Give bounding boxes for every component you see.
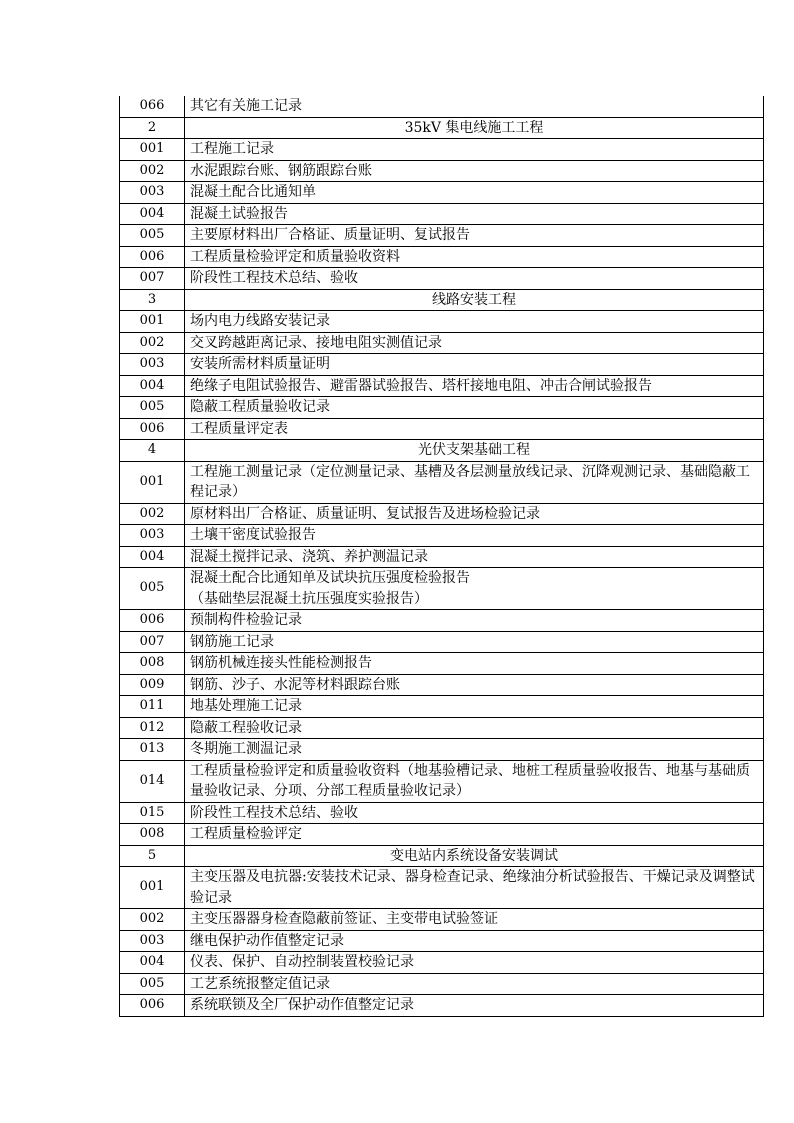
item-code-cell: 002	[120, 503, 185, 525]
item-code-cell: 008	[120, 824, 185, 846]
item-name-cell: 混凝土配合比通知单	[185, 182, 764, 204]
section-number-cell: 2	[120, 117, 185, 139]
table-row	[120, 332, 764, 354]
table-row	[120, 952, 764, 974]
table-row	[120, 653, 764, 675]
table-row	[120, 739, 764, 761]
item-code-cell: 004	[120, 952, 185, 974]
item-code-cell: 003	[120, 930, 185, 952]
table-row	[120, 568, 764, 610]
item-code-cell: 001	[120, 139, 185, 161]
item-code-cell: 003	[120, 354, 185, 376]
item-name-cell: 工程质量检验评定和质量验收资料	[185, 246, 764, 268]
item-name-cell: 阶段性工程技术总结、验收	[185, 268, 764, 290]
table-row	[120, 546, 764, 568]
table-row	[120, 824, 764, 846]
section-number-cell: 3	[120, 289, 185, 311]
item-name-cell: 工程施工记录	[185, 139, 764, 161]
section-header-row	[120, 845, 764, 867]
item-name-cell: 混凝土配合比通知单及试块抗压强度检验报告 （基础垫层混凝土抗压强度实验报告）	[185, 568, 764, 610]
table-row	[120, 696, 764, 718]
item-name-cell: 安装所需材料质量证明	[185, 354, 764, 376]
item-code-cell: 011	[120, 696, 185, 718]
item-name-cell: 隐蔽工程质量验收记录	[185, 397, 764, 419]
item-code-cell: 004	[120, 546, 185, 568]
table-row	[120, 674, 764, 696]
item-name-cell: 钢筋施工记录	[185, 631, 764, 653]
item-name-cell: 工程质量评定表	[185, 418, 764, 440]
section-number-cell: 5	[120, 845, 185, 867]
item-code-cell: 001	[120, 461, 185, 503]
item-name-cell: 系统联锁及全厂保护动作值整定记录	[185, 995, 764, 1017]
table-row	[120, 225, 764, 247]
item-name-cell: 主变压器及电抗器:安装技术记录、器身检查记录、绝缘油分析试验报告、干燥记录及调整试验记录	[185, 867, 764, 909]
records-table-body	[120, 96, 764, 1016]
item-name-cell: 工程质量检验评定和质量验收资料（地基验槽记录、地桩工程质量验收报告、地基与基础质量验收记录、分项、分部工程质量验收记录）	[185, 760, 764, 802]
item-name-cell: 继电保护动作值整定记录	[185, 930, 764, 952]
table-row	[120, 760, 764, 802]
item-name-cell: 预制构件检验记录	[185, 610, 764, 632]
item-code-cell: 002	[120, 160, 185, 182]
item-name-cell: 主变压器器身检查隐蔽前签证、主变带电试验签证	[185, 909, 764, 931]
table-row	[120, 418, 764, 440]
item-name-cell: 工艺系统报整定值记录	[185, 973, 764, 995]
item-name-cell: 交叉跨越距离记录、接地电阻实测值记录	[185, 332, 764, 354]
item-code-cell: 007	[120, 631, 185, 653]
table-row	[120, 930, 764, 952]
item-name-cell: 混凝土试验报告	[185, 203, 764, 225]
item-code-cell: 005	[120, 225, 185, 247]
item-name-cell: 钢筋机械连接头性能检测报告	[185, 653, 764, 675]
table-row	[120, 973, 764, 995]
item-code-cell: 012	[120, 717, 185, 739]
table-row	[120, 311, 764, 333]
section-title-cell: 线路安装工程	[185, 289, 764, 311]
table-row	[120, 461, 764, 503]
table-row	[120, 995, 764, 1017]
item-code-cell: 003	[120, 525, 185, 547]
table-row	[120, 397, 764, 419]
section-title-cell: 光伏支架基础工程	[185, 440, 764, 462]
table-row	[120, 96, 764, 117]
item-name-cell: 场内电力线路安装记录	[185, 311, 764, 333]
item-code-cell: 015	[120, 802, 185, 824]
item-code-cell: 001	[120, 867, 185, 909]
table-row	[120, 867, 764, 909]
table-row	[120, 717, 764, 739]
item-code-cell: 006	[120, 610, 185, 632]
item-code-cell: 006	[120, 995, 185, 1017]
table-row	[120, 631, 764, 653]
table-row	[120, 802, 764, 824]
item-code-cell: 009	[120, 674, 185, 696]
table-row	[120, 525, 764, 547]
item-name-cell: 阶段性工程技术总结、验收	[185, 802, 764, 824]
item-name-cell: 原材料出厂合格证、质量证明、复试报告及进场检验记录	[185, 503, 764, 525]
table-row	[120, 160, 764, 182]
item-code-cell: 001	[120, 311, 185, 333]
item-name-cell: 土壤干密度试验报告	[185, 525, 764, 547]
item-code-cell: 004	[120, 375, 185, 397]
table-row	[120, 909, 764, 931]
section-title-cell: 变电站内系统设备安装调试	[185, 845, 764, 867]
table-row	[120, 246, 764, 268]
item-name-cell: 钢筋、沙子、水泥等材料跟踪台账	[185, 674, 764, 696]
table-row	[120, 354, 764, 376]
item-code-cell: 006	[120, 418, 185, 440]
item-code-cell: 004	[120, 203, 185, 225]
item-name-cell: 隐蔽工程验收记录	[185, 717, 764, 739]
item-code-cell: 007	[120, 268, 185, 290]
section-header-row	[120, 289, 764, 311]
table-row	[120, 503, 764, 525]
item-code-cell: 066	[120, 96, 185, 117]
item-code-cell: 014	[120, 760, 185, 802]
item-name-cell: 主要原材料出厂合格证、质量证明、复试报告	[185, 225, 764, 247]
item-name-cell: 绝缘子电阻试验报告、避雷器试验报告、塔杆接地电阻、冲击合闸试验报告	[185, 375, 764, 397]
item-name-cell: 工程质量检验评定	[185, 824, 764, 846]
item-code-cell: 006	[120, 246, 185, 268]
table-row	[120, 139, 764, 161]
item-code-cell: 002	[120, 332, 185, 354]
item-code-cell: 003	[120, 182, 185, 204]
table-row	[120, 203, 764, 225]
item-code-cell: 005	[120, 568, 185, 610]
item-name-cell: 其它有关施工记录	[185, 96, 764, 117]
records-table	[119, 96, 764, 1017]
item-name-cell: 地基处理施工记录	[185, 696, 764, 718]
item-code-cell: 013	[120, 739, 185, 761]
item-code-cell: 002	[120, 909, 185, 931]
table-row	[120, 375, 764, 397]
item-code-cell: 008	[120, 653, 185, 675]
item-name-cell: 水泥跟踪台账、钢筋跟踪台账	[185, 160, 764, 182]
document-page	[119, 96, 764, 1017]
table-row	[120, 610, 764, 632]
section-number-cell: 4	[120, 440, 185, 462]
table-row	[120, 268, 764, 290]
item-name-cell: 工程施工测量记录（定位测量记录、基槽及各层测量放线记录、沉降观测记录、基础隐蔽工程记录）	[185, 461, 764, 503]
item-name-cell: 冬期施工测温记录	[185, 739, 764, 761]
item-code-cell: 005	[120, 973, 185, 995]
item-code-cell: 005	[120, 397, 185, 419]
section-header-row	[120, 440, 764, 462]
item-name-cell: 混凝土搅拌记录、浇筑、养护测温记录	[185, 546, 764, 568]
table-row	[120, 182, 764, 204]
section-header-row	[120, 117, 764, 139]
section-title-cell: 35kV 集电线施工工程	[185, 117, 764, 139]
item-name-cell: 仪表、保护、自动控制装置校验记录	[185, 952, 764, 974]
